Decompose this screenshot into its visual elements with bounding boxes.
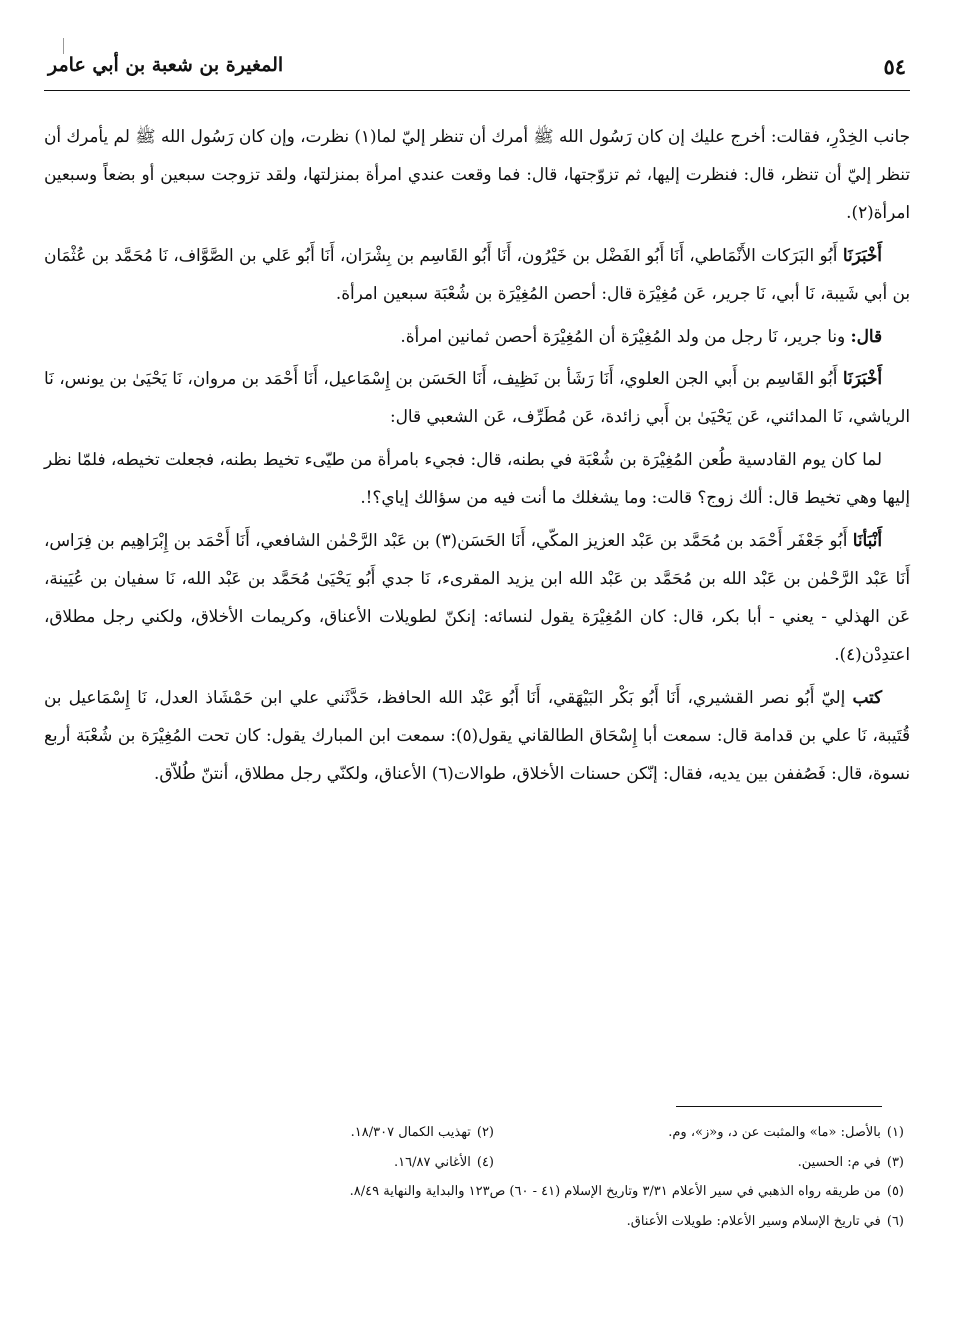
header-rule <box>44 90 910 91</box>
footnote-marker: (٦) <box>886 1213 904 1229</box>
footnote-4 <box>394 1148 494 1178</box>
footnote-6 <box>627 1207 904 1237</box>
footnote-text: بالأصل: «ما» والمثبت عن د، و«ز»، وم. <box>668 1125 881 1140</box>
paragraph-text: ونا جرير، نَا رجل من ولد المُغِيْرَة أن المُغِيْرَة أحصن ثمانين امرأة. <box>400 325 846 346</box>
transmission-term: قال: <box>850 325 882 346</box>
main-text <box>44 118 910 797</box>
paragraph-text: جانب الخِدْرِ، فقالت: أخرج عليك إن كان رَسُول الله ﷺ أمرك أن تنظر إليّ لما(١) نظرت، وإن كان رَسُول الله ﷺ لم يأمرك أن تنظر إليّ أن تنظر، قال: فنظرت إليها، ثم تزوّجتها، قال: فما وقعت عندي امرأة بمنزلتها، ولقد تزوجت سبعين أو بضعاً وسبعين امرأة(٢). <box>44 126 910 222</box>
footnote-rule <box>676 1106 882 1107</box>
paragraph-text: أَبُو القَاسِم بن أَبي الجن العلوي، أَنَا رَشَأ بن نَظِيف، أَنَا الحَسَن بن إِسْمَاعيل، أَنَا أَحْمَد بن مروان، نَا يَحْيَىٰ بن يونس، نَا الرياشي، نَا المدائني، عَن يَحْيَىٰ بن أَبي زائدة، عَن مُطَرِّف، عَن الشعبي قال: <box>44 368 910 427</box>
paragraph-isnad <box>44 237 910 313</box>
footnote-marker: (٤) <box>476 1154 494 1170</box>
paragraph-text: لما كان يوم القادسية طُعن المُغِيْرَة بن شُعْبَة في بطنه، قال: فجيء بامرأة من طيّىء تخيط بطنه، فجعلت تخيطه، فلمّا نظر إليها وهي تخيط قال: ألك زوج؟ قالت: وما يشغلك ما أنت فيه من سؤالك إياي؟!. <box>44 449 910 508</box>
paragraph-isnad <box>44 522 910 674</box>
transmission-term: أَخْبَرَنَا <box>842 368 882 389</box>
footnote-marker: (٥) <box>886 1184 904 1199</box>
footnote-marker: (١) <box>886 1125 904 1140</box>
paragraph-text: أَبُو جَعْفَر أَحْمَد بن مُحَمَّد بن عَبْد العزيز المكّي، أَنَا الحَسَن(٣) بن عَبْد الرَّحْمٰن الشافعي، أَنَا أَحْمَد بن إِبْرَاهِيم بن فِرَاس، أَنَا عَبْد الرَّحْمٰن بن عَبْد الله بن مُحَمَّد بن عَبْد الله ابن يزيد المقرىء، نَا جدي أَبُو يَحْيَىٰ مُحَمَّد بن عَبْد الله، نَا سفيان بن عُيَينة، عَن الهذلي - يعني - أبا بكر، قال: كان المُغِيْرَة يقول لنسائه: إنكنّ لطويلات الأعناق، وكريمات الأخلاق، ولكني رجل مطلاق، اعتدِدْن(٤). <box>44 530 910 664</box>
paragraph-isnad <box>44 679 910 793</box>
paragraph-isnad <box>44 360 910 436</box>
footnote-text: الأغاني ١٦/٨٧. <box>394 1154 471 1170</box>
footnotes <box>44 1118 904 1236</box>
page-header <box>40 46 910 86</box>
running-title: المغيرة بن شعبة بن أبي عامر <box>48 54 284 76</box>
paragraph-isnad <box>44 318 910 356</box>
transmission-term: أَنْبَأنَا <box>852 530 882 551</box>
footnote-marker: (٣) <box>886 1154 904 1170</box>
page-number: ٥٤ <box>883 54 906 79</box>
footnote-marker: (٢) <box>476 1125 494 1140</box>
transmission-term: كتب <box>852 686 882 707</box>
footnote-5 <box>350 1177 904 1207</box>
paragraph-continuation <box>44 118 910 232</box>
footnote-1 <box>494 1118 904 1148</box>
footnote-row <box>44 1207 904 1237</box>
footnote-2 <box>351 1118 494 1148</box>
footnote-text: من طريقه رواه الذهبي في سير الأعلام ٣/٣١ وتاريخ الإسلام (٤١ - ٦٠) ص١٢٣ والبداية والنهاية ٨/٤٩. <box>349 1184 881 1199</box>
footnote-row <box>44 1148 904 1178</box>
transmission-term: أَخْبَرَنَا <box>842 244 882 265</box>
paragraph-narration <box>44 441 910 517</box>
footnote-text: تهذيب الكمال ١٨/٣٠٧. <box>350 1125 471 1140</box>
paragraph-text: أَبُو البَرَكات الأَنْمَاطي، أَنَا أَبُو الفَضْل بن خَيْرُون، أَنَا أَبُو القَاسِم بن بِشْرَان، أَنَا أَبُو عَلي بن الصَّوَّاف، نَا مُحَمَّد بن عُثْمَان بن أبي شَيبة، نَا أبي، نَا جرير، عَن مُغِيْرَة قال: أحصن المُغِيْرَة بن شُعْبَة سبعين امرأة. <box>44 244 910 303</box>
footnote-text: في تاريخ الإسلام وسير الأعلام: طويلات الأعناق. <box>626 1213 881 1229</box>
footnote-row <box>44 1177 904 1207</box>
footnote-row <box>44 1118 904 1148</box>
footnote-text: في م: الحسين. <box>797 1154 881 1170</box>
footnote-3 <box>494 1148 904 1178</box>
paragraph-text: إليّ أَبُو نصر القشيري، أَنَا أَبُو بَكْر البَيْهَقي، أَنَا أَبُو عَبْد الله الحافظ، حَدَّثَني علي ابن حَمْشَاذ العدل، نَا إِسْمَاعيل بن قُتَيبة، نَا علي بن قدامة قال: سمعت أبا إِسْحَاق الطالقاني يقول(٥): سمعت ابن المبارك يقول: كان تحت المُغِيْرَة بن شُعْبَة أربع نسوة، قال: فَصُففن بين يديه، فقال: إنّكن حسنات الأخلاق، طوالات(٦) الأعناق، ولكنّي رجل مطلاق، أنتنّ طُلاّق. <box>44 686 910 783</box>
